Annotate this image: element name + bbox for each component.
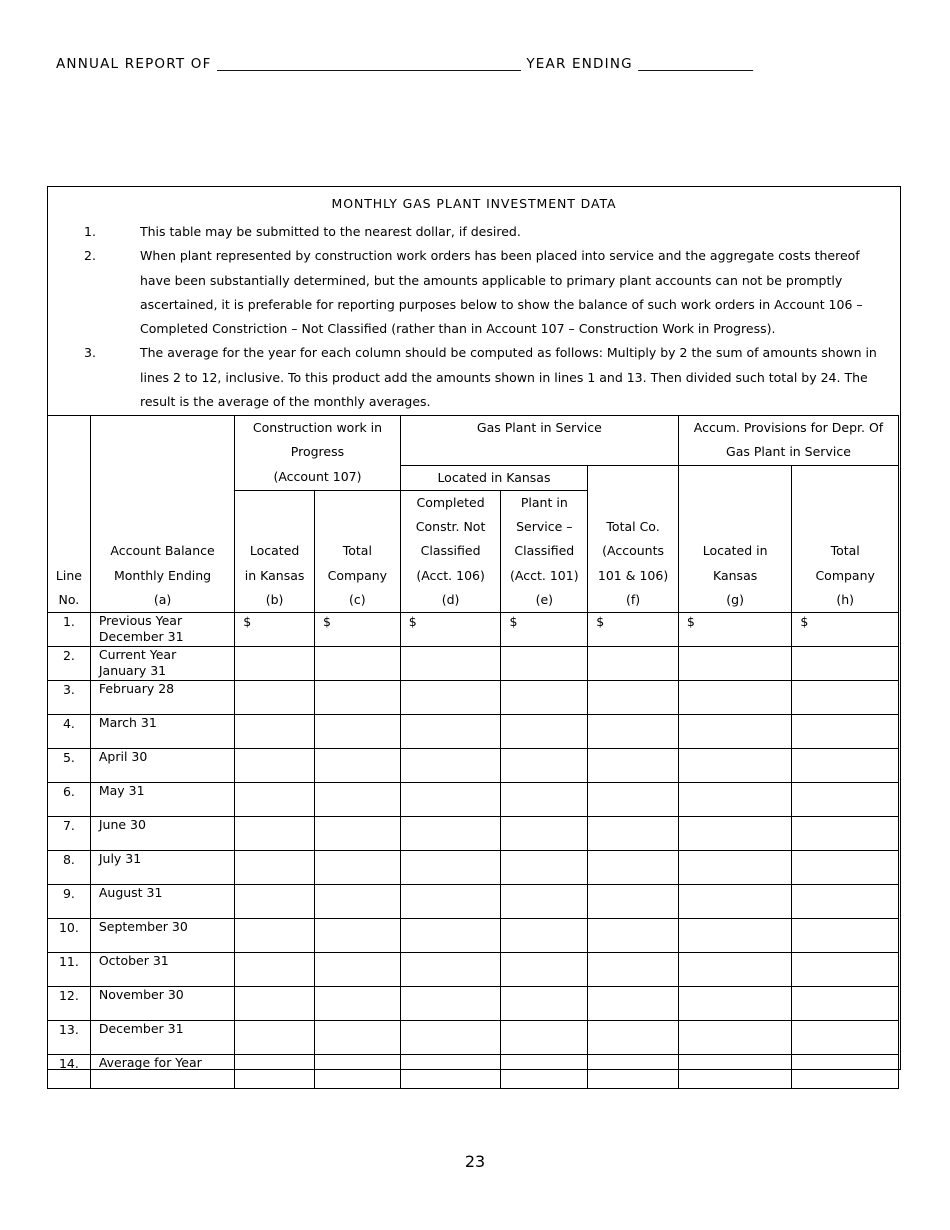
input-cell-d[interactable] [400,987,501,1021]
table-row [48,783,899,817]
input-cell-e[interactable] [501,647,588,681]
instruction-item [48,341,900,414]
input-cell-d[interactable] [400,1021,501,1055]
input-cell-f[interactable] [588,749,679,783]
label-line: November 30 [98,987,184,1003]
input-cell-f[interactable] [588,987,679,1021]
input-cell-f[interactable] [588,1021,679,1055]
input-cell-h[interactable] [792,783,899,817]
account-balance-label [90,885,234,919]
table-body [48,613,899,1089]
input-cell-h[interactable] [792,681,899,715]
input-cell-b[interactable] [235,647,315,681]
input-cell-g[interactable] [678,1021,791,1055]
input-cell-c[interactable] [314,851,400,885]
input-cell-h[interactable] [792,851,899,885]
instruction-number: 1. [84,224,96,239]
input-cell-b[interactable] [235,851,315,885]
table-row [48,1055,899,1089]
account-balance-label [90,783,234,817]
input-cell-d[interactable] [400,953,501,987]
account-balance-label [90,851,234,885]
input-cell-b[interactable] [235,1021,315,1055]
input-cell-g[interactable] [678,953,791,987]
label-line: April 30 [98,749,148,765]
col-header-h: Total Company (h) [792,465,899,613]
input-cell-f[interactable] [588,817,679,851]
account-balance-label [90,647,234,681]
line-number: 9. [48,885,91,919]
input-cell-c[interactable] [314,681,400,715]
table-row [48,749,899,783]
input-cell-e[interactable] [501,919,588,953]
input-cell-h[interactable] [792,749,899,783]
label-line: February 28 [98,681,175,697]
report-header [56,56,896,72]
input-cell-h[interactable]: $ [792,613,899,647]
label-line: July 31 [98,851,142,867]
input-cell-e[interactable] [501,749,588,783]
line-number: 3. [48,681,91,715]
account-balance-label [90,1021,234,1055]
input-cell-f[interactable] [588,783,679,817]
input-cell-g[interactable] [678,851,791,885]
input-cell-f[interactable] [588,885,679,919]
input-cell-g[interactable] [678,783,791,817]
line-number: 13. [48,1021,91,1055]
input-cell-c[interactable] [314,715,400,749]
instruction-text: When plant represented by construction work orders has been placed into service and the aggregate costs thereof have been substantially determined, but the amounts applicable to primary plant accounts can not be promptly ascertained, it is preferable for reporting purposes below to show the balance of such work orders in Account 106 – Completed Constriction – Not Classified (rather than in Account 107 – Construction Work in Progress). [140,248,863,337]
line-number: 7. [48,817,91,851]
input-cell-e[interactable] [501,1021,588,1055]
input-cell-b[interactable] [235,885,315,919]
line-number: 11. [48,953,91,987]
col-header-line-no: Line No. [48,416,91,613]
input-cell-d[interactable] [400,1055,501,1089]
input-cell-e[interactable] [501,817,588,851]
input-cell-d[interactable] [400,885,501,919]
input-cell-f[interactable] [588,953,679,987]
table-row [48,953,899,987]
label-line: June 30 [98,817,146,833]
input-cell-b[interactable] [235,987,315,1021]
label-line: September 30 [98,919,188,935]
group-header-cwip: Construction work in Progress (Account 107) [235,416,401,491]
annual-report-blank[interactable]: _____________________________________________ [217,56,521,72]
input-cell-f[interactable] [588,681,679,715]
input-cell-d[interactable]: $ [400,613,501,647]
year-ending-label: YEAR ENDING [526,56,633,72]
input-cell-g[interactable] [678,681,791,715]
input-cell-g[interactable] [678,647,791,681]
table-row [48,647,899,681]
form-frame [47,186,901,1070]
account-balance-label [90,1055,234,1089]
input-cell-b[interactable] [235,783,315,817]
input-cell-h[interactable] [792,647,899,681]
label-line: Average for Year [98,1055,202,1071]
input-cell-h[interactable] [792,715,899,749]
input-cell-e[interactable] [501,885,588,919]
input-cell-d[interactable] [400,817,501,851]
input-cell-h[interactable] [792,817,899,851]
input-cell-f[interactable] [588,919,679,953]
input-cell-e[interactable] [501,681,588,715]
annual-report-label: ANNUAL REPORT OF [56,56,212,72]
label-line: March 31 [98,715,157,731]
col-header-e: Plant in Service – Classified (Acct. 101) (e) [501,490,588,612]
line-number: 2. [48,647,91,681]
input-cell-b[interactable] [235,919,315,953]
input-cell-c[interactable] [314,749,400,783]
line-number: 12. [48,987,91,1021]
instruction-item [48,220,900,244]
col-header-account-balance: Account Balance Monthly Ending (a) [90,416,234,613]
input-cell-e[interactable] [501,1055,588,1089]
input-cell-c[interactable] [314,953,400,987]
table-row [48,885,899,919]
input-cell-h[interactable] [792,953,899,987]
input-cell-b[interactable] [235,749,315,783]
input-cell-c[interactable] [314,919,400,953]
input-cell-h[interactable] [792,885,899,919]
input-cell-g[interactable]: $ [678,613,791,647]
table-row [48,851,899,885]
input-cell-b[interactable] [235,681,315,715]
input-cell-e[interactable] [501,715,588,749]
input-cell-b[interactable] [235,953,315,987]
col-header-g: Located in Kansas (g) [678,465,791,613]
table-row [48,715,899,749]
input-cell-h[interactable] [792,1021,899,1055]
label-line: October 31 [98,953,169,969]
line-number: 14. [48,1055,91,1089]
input-cell-c[interactable] [314,987,400,1021]
table-row [48,1021,899,1055]
input-cell-f[interactable]: $ [588,613,679,647]
line-number: 6. [48,783,91,817]
input-cell-b[interactable] [235,817,315,851]
input-cell-c[interactable]: $ [314,613,400,647]
input-cell-g[interactable] [678,715,791,749]
account-balance-label [90,749,234,783]
input-cell-g[interactable] [678,749,791,783]
label-line: Current Year [98,647,177,663]
label-line: December 31 [98,629,184,645]
table-row [48,613,899,647]
input-cell-g[interactable] [678,817,791,851]
line-number: 8. [48,851,91,885]
table-row [48,919,899,953]
input-cell-f[interactable] [588,1055,679,1089]
input-cell-c[interactable] [314,1021,400,1055]
account-balance-label [90,919,234,953]
account-balance-label [90,817,234,851]
instructions [48,220,900,414]
input-cell-e[interactable] [501,783,588,817]
label-line: January 31 [98,663,167,679]
input-cell-c[interactable] [314,817,400,851]
input-cell-d[interactable] [400,681,501,715]
account-balance-label [90,613,234,647]
input-cell-b[interactable] [235,1055,315,1089]
instruction-number: 3. [84,345,96,361]
line-number: 4. [48,715,91,749]
input-cell-c[interactable] [314,783,400,817]
input-cell-d[interactable] [400,749,501,783]
input-cell-g[interactable] [678,1055,791,1089]
instruction-number: 2. [84,248,96,264]
instruction-item [48,244,900,341]
input-cell-h[interactable] [792,987,899,1021]
col-header-c: Total Company (c) [314,490,400,612]
input-cell-b[interactable] [235,715,315,749]
group-header-located-in-kansas: Located in Kansas [400,465,587,490]
input-cell-h[interactable] [792,919,899,953]
input-cell-f[interactable] [588,647,679,681]
year-ending-blank[interactable]: _________________ [638,56,754,72]
input-cell-f[interactable] [588,715,679,749]
line-number: 10. [48,919,91,953]
account-balance-label [90,987,234,1021]
input-cell-g[interactable] [678,919,791,953]
input-cell-c[interactable] [314,1055,400,1089]
input-cell-h[interactable] [792,1055,899,1089]
instruction-text: This table may be submitted to the nearest dollar, if desired. [140,224,521,239]
input-cell-d[interactable] [400,647,501,681]
label-line: December 31 [98,1021,184,1037]
label-line: August 31 [98,885,163,901]
table-row [48,987,899,1021]
input-cell-b[interactable]: $ [235,613,315,647]
line-number: 5. [48,749,91,783]
col-header-b: Located in Kansas (b) [235,490,315,612]
input-cell-e[interactable] [501,987,588,1021]
input-cell-g[interactable] [678,885,791,919]
input-cell-d[interactable] [400,783,501,817]
account-balance-label [90,953,234,987]
group-header-accum-provisions: Accum. Provisions for Depr. Of Gas Plant in Service [678,416,898,466]
table-row [48,681,899,715]
label-line: Previous Year [98,613,183,629]
input-cell-e[interactable] [501,953,588,987]
table-row [48,817,899,851]
input-cell-f[interactable] [588,851,679,885]
page-number: 23 [464,1152,486,1171]
investment-table [47,415,899,1089]
line-number: 1. [48,613,91,647]
account-balance-label [90,681,234,715]
form-title: MONTHLY GAS PLANT INVESTMENT DATA [331,196,617,211]
input-cell-e[interactable] [501,851,588,885]
group-header-gas-plant-in-service: Gas Plant in Service [400,416,678,466]
input-cell-c[interactable] [314,885,400,919]
col-header-f: Total Co. (Accounts 101 & 106) (f) [588,465,679,613]
account-balance-label [90,715,234,749]
input-cell-d[interactable] [400,715,501,749]
input-cell-c[interactable] [314,647,400,681]
input-cell-g[interactable] [678,987,791,1021]
label-line: May 31 [98,783,145,799]
col-header-d: Completed Constr. Not Classified (Acct. 106) (d) [400,490,501,612]
instruction-text: The average for the year for each column should be computed as follows: Multiply by 2 the sum of amounts shown in lines 2 to 12, inclusive. To this product add the amounts shown in lines 1 and 13. Then divided such total by 24. The result is the average of the monthly averages. [140,345,877,410]
input-cell-d[interactable] [400,919,501,953]
input-cell-d[interactable] [400,851,501,885]
input-cell-e[interactable]: $ [501,613,588,647]
